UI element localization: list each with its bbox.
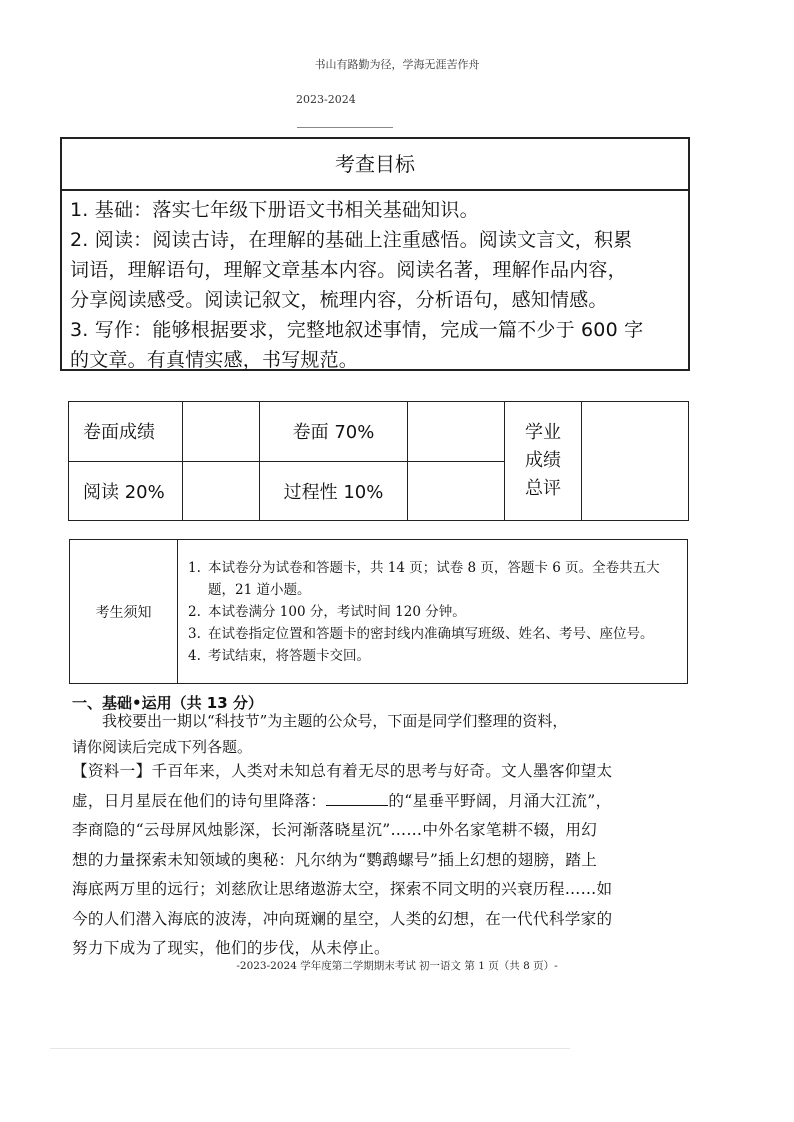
objective-line: 分享阅读感受。阅读记叙文，梳理内容，分析语句，感知情感。 [70,289,608,311]
material-line: 海底两万里的远行；刘慈欣让思绪遨游太空，探索不同文明的兴衰历程……如 [72,880,613,898]
objective-line: 1. 基础：落实七年级下册语文书相关基础知识。 [70,199,479,221]
total-value[interactable] [582,402,689,521]
reading-pct-label: 阅读 20% [69,461,183,521]
page-footer: -2023-2024 学年度第二学期期末考试 初一语文 第 1 页（共 8 页）- [236,960,558,972]
material-line: 想的力量探索未知领域的奥秘：凡尔纳为“鹦鹉螺号”插上幻想的翅膀，踏上 [72,850,598,869]
objective-line: 的文章。有真情实感，书写规范。 [70,349,359,371]
objective-line: 2. 阅读：阅读古诗，在理解的基础上注重感悟。阅读文言文，积累 [70,229,633,251]
notice-table [69,539,688,684]
page-motto: 书山有路勤为径，学海无涯苦作舟 [314,58,480,71]
school-year: 2023-2024 [296,93,356,106]
material-one [72,757,696,964]
answer-blank[interactable] [326,789,388,806]
reading-pct-value[interactable] [183,461,260,521]
objectives-title: 考查目标 [62,139,688,191]
notice-items [178,540,688,684]
paper-score-value[interactable] [183,402,260,462]
notice-label: 考生须知 [70,540,178,684]
notice-item: 2. 本试卷满分 100 分，考试时间 120 分钟。 [188,603,466,620]
material-line: 【资料一】千百年来，人类对未知总有着无尽的思考与好奇。文人墨客仰望太 [72,762,613,780]
material-line: 努力下成为了现实，他们的步伐，从未停止。 [72,939,390,957]
section-heading: 一、基础•运用（共 13 分） [72,694,263,712]
material-line: 虚，日月星辰在他们的诗句里降落： 的“星垂平野阔，月涌大江流”， [72,787,696,817]
notice-item: 4. 考试结束，将答题卡交回。 [188,647,370,664]
section-intro-2: 请你阅读后完成下列各题。 [72,738,253,756]
paper-pct-label: 卷面 70% [260,402,408,462]
objectives-box [60,137,690,371]
material-line: 李商隐的“云母屏风烛影深，长河渐落晓星沉”……中外名家笔耕不辍，用幻 [72,821,598,839]
total-label: 学业 成绩 总评 [505,402,582,521]
paper-pct-value[interactable] [408,402,505,462]
process-pct-label: 过程性 10% [260,461,408,521]
process-pct-value[interactable] [408,461,505,521]
material-line: 今的人们潜入海底的波涛，冲向斑斓的星空，人类的幻想，在一代代科学家的 [72,909,613,928]
objectives-body [62,191,688,375]
section-intro-1: 我校要出一期以“科技节”为主题的公众号，下面是同学们整理的资料， [102,712,568,730]
header-rule [297,127,393,128]
bottom-rule [50,1048,570,1049]
notice-item: 3. 在试卷指定位置和答题卡的密封线内准确填写班级、姓名、考号、座位号。 [188,625,654,642]
objective-line: 3. 写作：能够根据要求，完整地叙述事情，完成一篇不少于 600 字 [70,319,644,341]
notice-item: 1. 本试卷分为试卷和答题卡，共 14 页；试卷 8 页，答题卡 6 页。全卷共五大题，21 道小题。 [188,559,660,598]
score-table [68,401,689,521]
paper-score-label: 卷面成绩 [69,402,183,462]
objective-line: 词语，理解语句，理解文章基本内容。阅读名著，理解作品内容， [70,259,627,281]
